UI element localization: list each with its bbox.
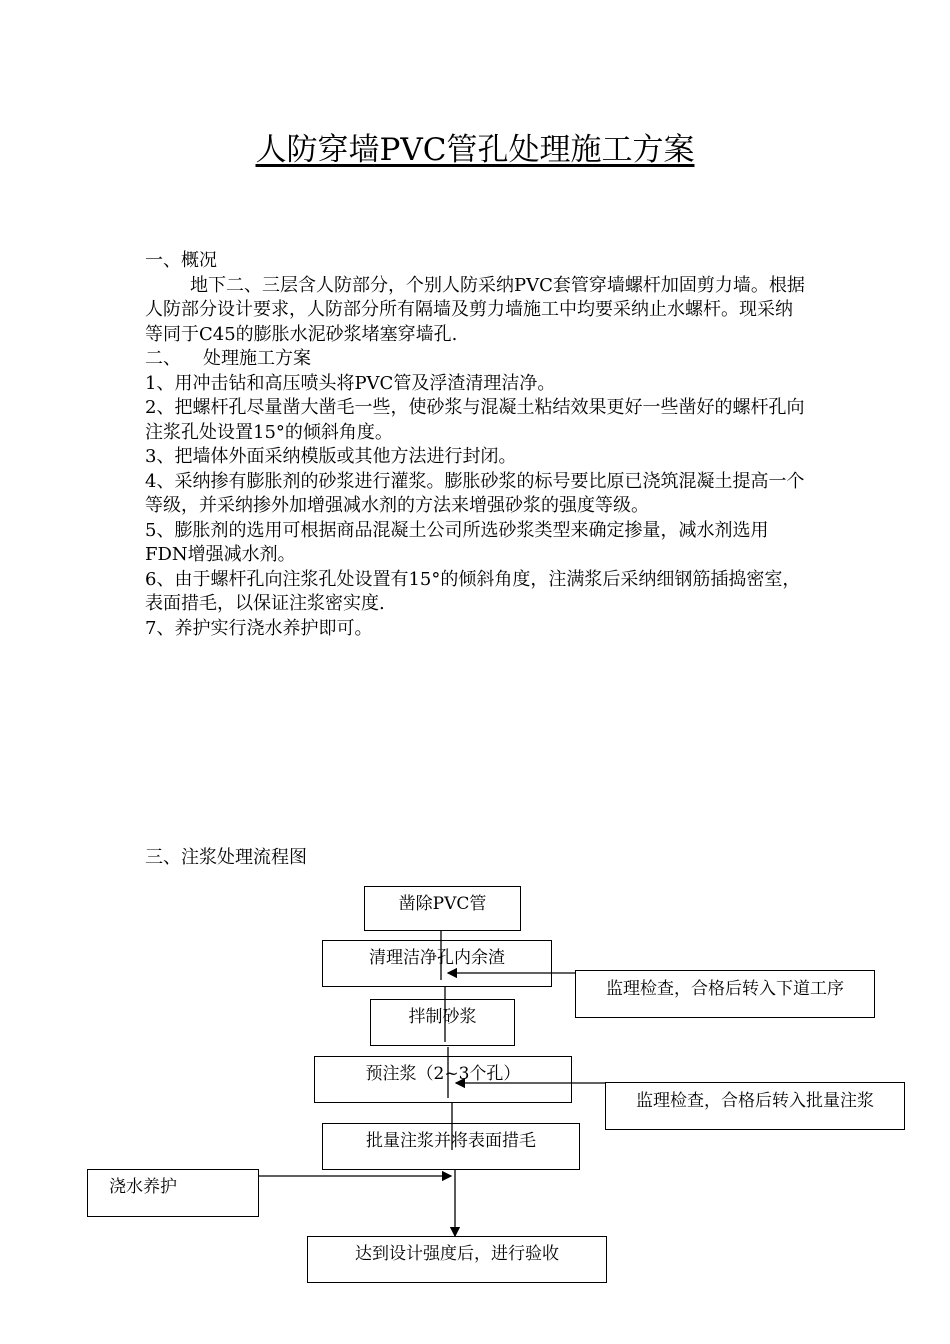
section-2-number: 二、 [145, 348, 181, 369]
list-item: 5、膨胀剂的选用可根据商品混凝土公司所选砂浆类型来确定掺量，减水剂选用FDN增强减水剂。 [145, 519, 769, 565]
flow-step-acceptance: 达到设计强度后，进行验收 [307, 1236, 607, 1283]
flow-step-pre-grout: 预注浆（2~3个孔） [314, 1056, 572, 1103]
flow-step-curing: 浇水养护 [87, 1169, 259, 1217]
flow-step-remove-pvc: 凿除PVC管 [364, 886, 521, 931]
list-item: 3、把墙体外面采纳模版或其他方法进行封闭。 [145, 446, 517, 467]
list-item: 2、把螺杆孔尽量凿大凿毛一些，使砂浆与混凝土粘结效果更好一些凿好的螺杆孔向注浆孔处设置15°的倾斜角度。 [145, 397, 805, 443]
flow-inspect-1: 监理检查，合格后转入下道工序 [575, 970, 875, 1018]
section-3-heading: 三、注浆处理流程图 [145, 847, 307, 868]
list-item: 6、由于螺杆孔向注浆孔处设置有15°的倾斜角度，注满浆后采纳细钢筋插捣密室，表面措毛，以保证注浆密实度. [145, 568, 801, 614]
flow-inspect-2: 监理检查，合格后转入批量注浆 [605, 1082, 905, 1130]
section-1-heading: 一、概况 [145, 250, 217, 271]
list-item: 7、养护实行浇水养护即可。 [145, 617, 373, 639]
section-1-paragraph: 地下二、三层含人防部分，个别人防采纳PVC套管穿墙螺杆加固剪力墙。根据人防部分设计要求，人防部分所有隔墙及剪力墙施工中均要采纳止水螺杆。现采纳等同于C45的膨胀水泥砂浆堵塞穿墙孔. [145, 274, 805, 345]
flow-step-mix-mortar: 拌制砂浆 [370, 999, 515, 1046]
flow-step-clean-hole: 清理洁净孔内余渣 [322, 940, 552, 987]
flow-step-batch-grout: 批量注浆并将表面措毛 [322, 1123, 580, 1170]
list-item: 4、采纳掺有膨胀剂的砂浆进行灌浆。膨胀砂浆的标号要比原已浇筑混凝土提高一个等级，并采纳掺外加增强减水剂的方法来增强砂浆的强度等级。 [145, 470, 805, 516]
document-title: 人防穿墙PVC管孔处理施工方案 [255, 132, 695, 168]
section-2-title: 处理施工方案 [203, 348, 311, 369]
list-item: 1、用冲击钻和高压喷头将PVC管及浮渣清理洁净。 [145, 372, 556, 394]
